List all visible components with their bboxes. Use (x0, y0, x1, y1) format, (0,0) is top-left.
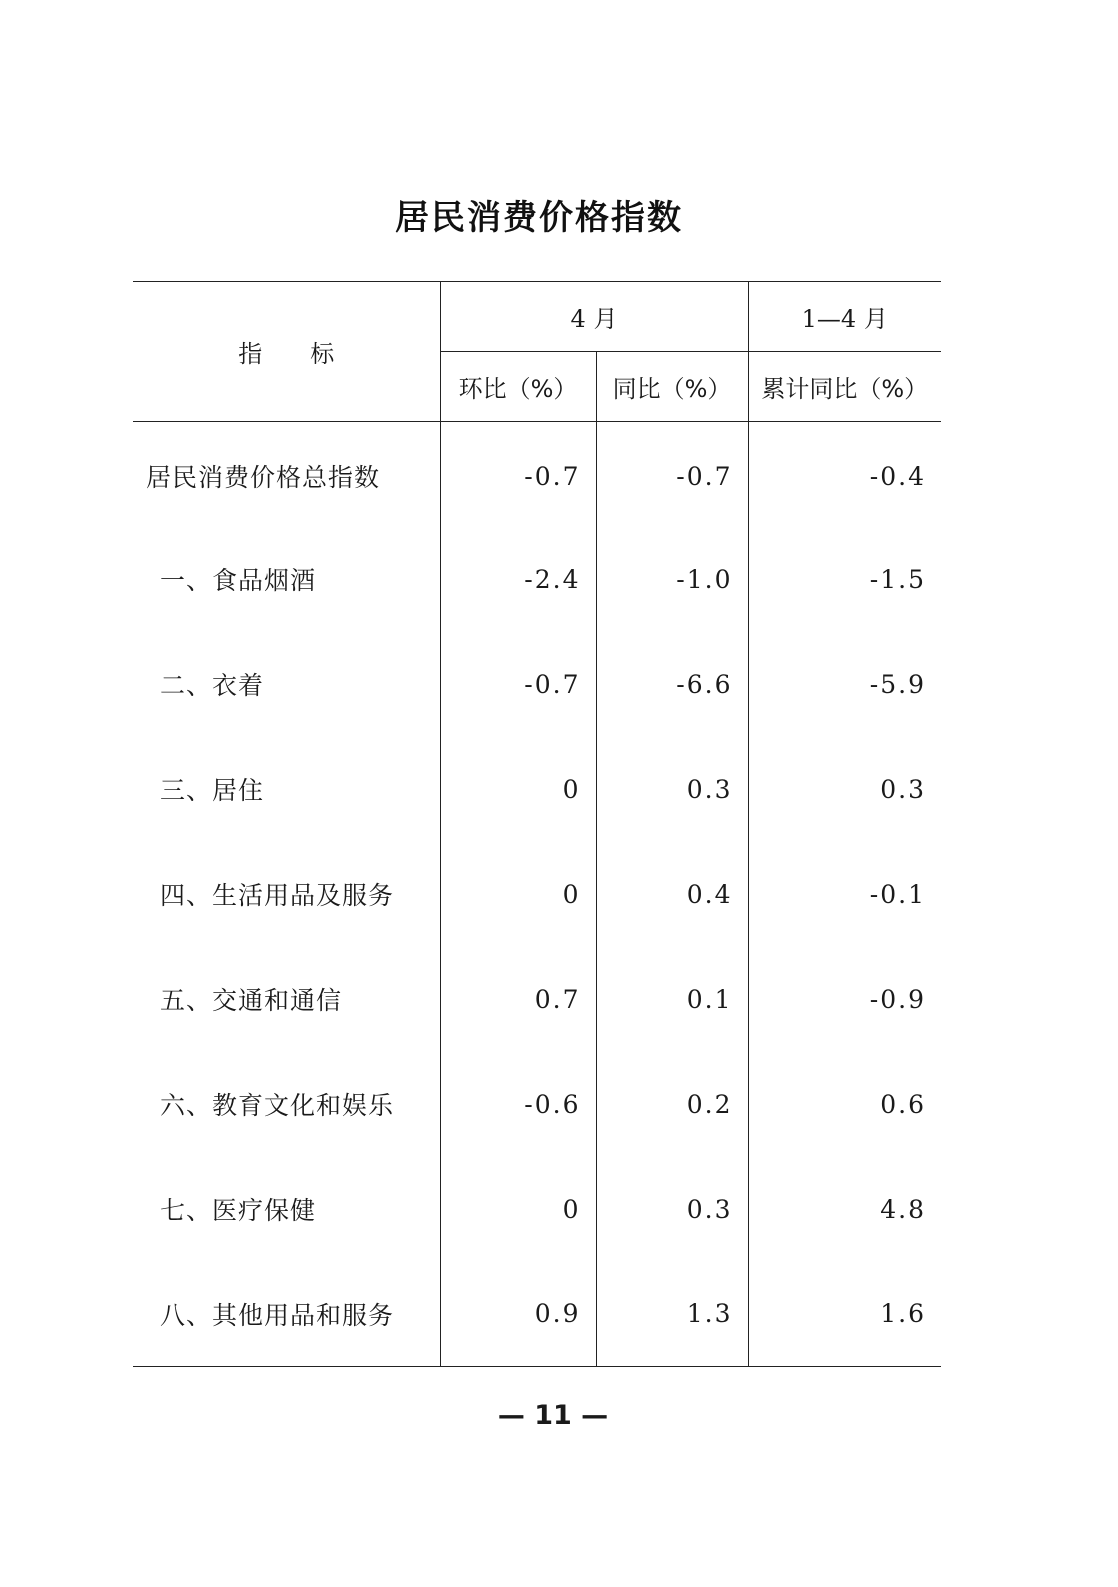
row-mom: -2.4 (440, 527, 596, 632)
row-label: 五、交通和通信 (160, 986, 343, 1015)
row-label: 三、居住 (160, 776, 265, 805)
row-cum: -0.4 (748, 422, 941, 527)
row-mom: -0.7 (440, 422, 596, 527)
row-cum: -5.9 (748, 632, 941, 737)
row-mom: 0 (440, 1157, 596, 1262)
row-mom: 0 (440, 737, 596, 842)
row-yoy: -1.0 (596, 527, 748, 632)
row-yoy: -6.6 (596, 632, 748, 737)
row-yoy: 1.3 (596, 1262, 748, 1367)
header-cum-yoy: 累计同比（%） (748, 352, 941, 422)
row-label: 二、衣着 (160, 671, 265, 700)
page-title: 居民消费价格指数 (395, 198, 683, 238)
row-yoy: 0.3 (596, 1157, 748, 1262)
row-yoy: -0.7 (596, 422, 748, 527)
header-indicator: 指 标 (133, 282, 440, 422)
header-mom: 环比（%） (440, 352, 596, 422)
table-row (133, 527, 941, 632)
row-cum: -0.1 (748, 842, 941, 947)
page-number: — 11 — (497, 1400, 609, 1431)
row-mom: -0.7 (440, 632, 596, 737)
row-label: 一、食品烟酒 (160, 566, 317, 595)
row-mom: 0 (440, 842, 596, 947)
header-group-april: 4 月 (440, 282, 748, 352)
table-row (133, 947, 941, 1052)
row-cum: 1.6 (748, 1262, 941, 1367)
table-row (133, 1262, 941, 1367)
row-label: 四、生活用品及服务 (160, 881, 395, 910)
row-yoy: 0.4 (596, 842, 748, 947)
row-cum: 4.8 (748, 1157, 941, 1262)
row-cum: 0.3 (748, 737, 941, 842)
table-row (133, 842, 941, 947)
row-mom: -0.6 (440, 1052, 596, 1157)
row-yoy: 0.1 (596, 947, 748, 1052)
table-row (133, 632, 941, 737)
table-row (133, 1052, 941, 1157)
header-yoy: 同比（%） (596, 352, 748, 422)
row-yoy: 0.2 (596, 1052, 748, 1157)
header-group-jan-apr: 1—4 月 (748, 282, 941, 352)
row-mom: 0.7 (440, 947, 596, 1052)
row-cum: -1.5 (748, 527, 941, 632)
row-label: 居民消费价格总指数 (146, 463, 381, 493)
row-label: 八、其他用品和服务 (133, 1262, 440, 1367)
row-yoy: 0.3 (596, 737, 748, 842)
table-row (133, 1157, 941, 1262)
table-row (133, 737, 941, 842)
row-mom: 0.9 (440, 1262, 596, 1367)
row-cum: -0.9 (748, 947, 941, 1052)
row-label: 六、教育文化和娱乐 (160, 1091, 395, 1120)
cpi-table (133, 281, 941, 1367)
row-label: 七、医疗保健 (160, 1196, 317, 1225)
table-row (133, 422, 941, 527)
row-cum: 0.6 (748, 1052, 941, 1157)
